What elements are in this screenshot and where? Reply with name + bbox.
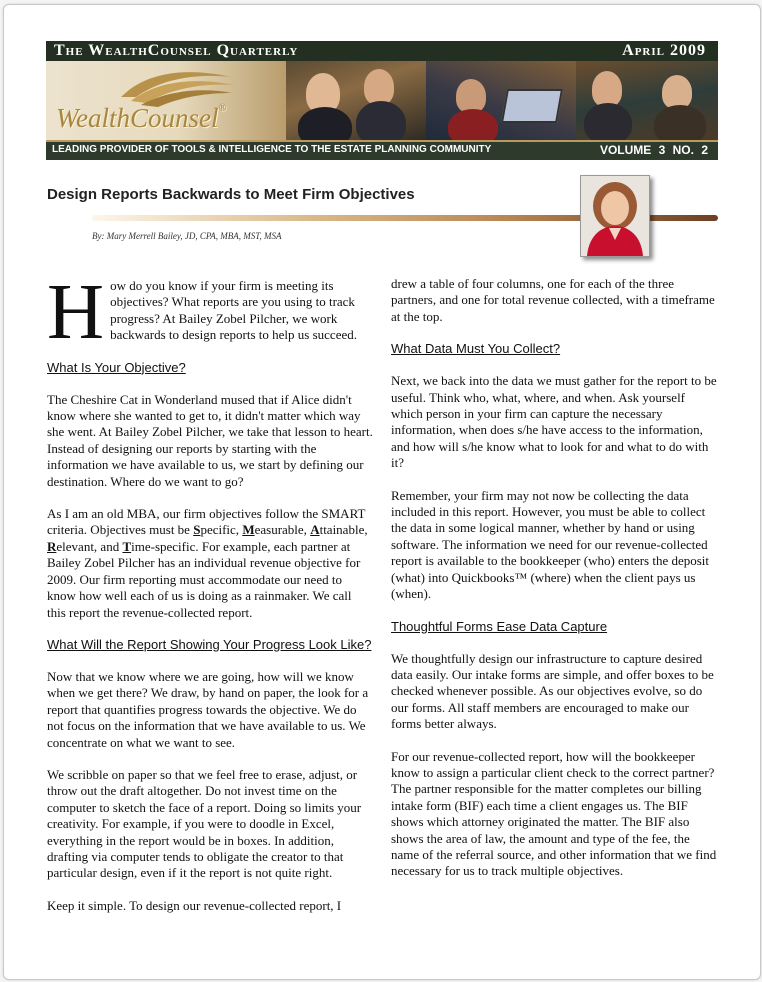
article-column-left [47, 269, 373, 930]
paragraph: Next, we back into the data we must gather for the report to be useful. Think who, what, where, and when. Ask yourself which person in your firm can capture the necessary information, when does s/he have access to the information, and how will s/he know what to look for and what to do with it? [391, 373, 717, 471]
smart-letter-m: M [242, 522, 255, 538]
logo-swirl-icon [116, 67, 236, 107]
intro-paragraph [47, 269, 373, 356]
tagline: LEADING PROVIDER OF TOOLS & INTELLIGENCE TO THE ESTATE PLANNING COMMUNITY [52, 144, 492, 155]
banner-photo-laptop [426, 61, 576, 140]
paragraph: Now that we know where we are going, how will we know when we get there? We draw, by hand on paper, the look for a report that quantifies progress towards the objective. We do not focus on the information that we have available to us. We concentrate on what we want to see. [47, 668, 369, 750]
paragraph: Remember, your firm may not now be collecting the data included in this report. However, you must be able to collect the data in some logical manner, whether by hand or using software. The information we need for our revenue-collected report is available to the bookkeeper (who) enters the deposit (what) into Quickbooks™ (where) when the client pays us (when). [391, 487, 710, 602]
masthead-top-bar [46, 41, 718, 61]
banner-photo-meeting [286, 61, 426, 140]
masthead-banner [46, 61, 718, 140]
paragraph: Keep it simple. To design our revenue-collected report, I [47, 897, 342, 913]
author-portrait [580, 175, 650, 257]
article-title: Design Reports Backwards to Meet Firm Objectives [47, 186, 415, 203]
author-photo-icon [581, 176, 649, 256]
newsletter-title: The WealthCounsel Quarterly [54, 42, 299, 59]
section-heading-report-look: What Will the Report Showing Your Progress Look Like? [47, 636, 372, 652]
logo [46, 61, 286, 140]
smart-paragraph: As I am an old MBA, our firm objectives follow the SMART criteria. Objectives must be Specific, Measurable, Attainable, Relevant, and Time-specific. For example, each partner at Bailey Zobel Pilcher has an individual revenue objective for 2009. Our firm reporting must accommodate our need to know how well each of us is doing as a rainmaker. We call this report the revenue-collected report. [47, 506, 368, 620]
issue-date: April 2009 [622, 42, 706, 59]
banner-photo-discussion [576, 61, 718, 140]
drop-cap: H [47, 269, 105, 356]
paragraph: The Cheshire Cat in Wonderland mused that if Alice didn't know where she wanted to get to, it didn't matter which way she went. At Bailey Zobel Pilcher, we take that lesson to heart. Instead of designing our reports by starting with the information we have available to us, we start by defining our destination. Where do we want to go? [47, 391, 373, 489]
intro-text: ow do you know if your firm is meeting its objectives? What reports are you using to track progress? At Bailey Zobel Pilcher, we work backwards to design reports to help us succeed. [110, 278, 357, 343]
section-heading-forms: Thoughtful Forms Ease Data Capture [391, 618, 608, 634]
section-heading-data: What Data Must You Collect? [391, 341, 561, 357]
smart-letter-r: R [47, 538, 57, 554]
paragraph: For our revenue-collected report, how will the bookkeeper know to assign a particular client check to the correct partner? The partner responsible for the matter completes our billing intake form (BIF) each time a client engages us. The BIF shows which attorney originated the matter. The BIF also shows the area of law, the amount and type of the fee, the name of the referral source, and other information that we find necessary for us to track multiple objectives. [391, 748, 717, 879]
smart-letter-s: S [193, 522, 201, 538]
masthead-bottom-bar [46, 140, 718, 160]
paragraph: We thoughtfully design our infrastructure to capture desired data easily. Our intake forms are simple, and offer boxes to be checked whenever possible. As our objectives evolve, so do our forms. All staff members are encouraged to make our forms better always. [391, 650, 714, 732]
paragraph: drew a table of four columns, one for each of the three partners, and one for total revenue collected, with a timeframe at the top. [391, 276, 715, 324]
paragraph: We scribble on paper so that we feel free to erase, adjust, or throw out the draft altogether. Do not invest time on the computer to sketch the face of a report. Doing so limits your creativity. For example, if you were to doodle in Excel, everything in the report would be in boxes. In addition, drafting via computer tends to obligate the creator to that particular design, even if it the report is not quite right. [47, 766, 362, 881]
byline: By: Mary Merrell Bailey, JD, CPA, MBA, MST, MSA [92, 231, 282, 241]
registered-mark: ® [218, 103, 227, 114]
article-column-right [391, 276, 719, 896]
logo-text: WealthCounsel [56, 103, 219, 133]
masthead [46, 41, 718, 160]
smart-letter-t: T [122, 538, 132, 554]
section-heading-objective: What Is Your Objective? [47, 359, 186, 375]
smart-letter-a: A [310, 522, 320, 538]
volume-number: VOLUME 3 NO. 2 [599, 143, 708, 157]
